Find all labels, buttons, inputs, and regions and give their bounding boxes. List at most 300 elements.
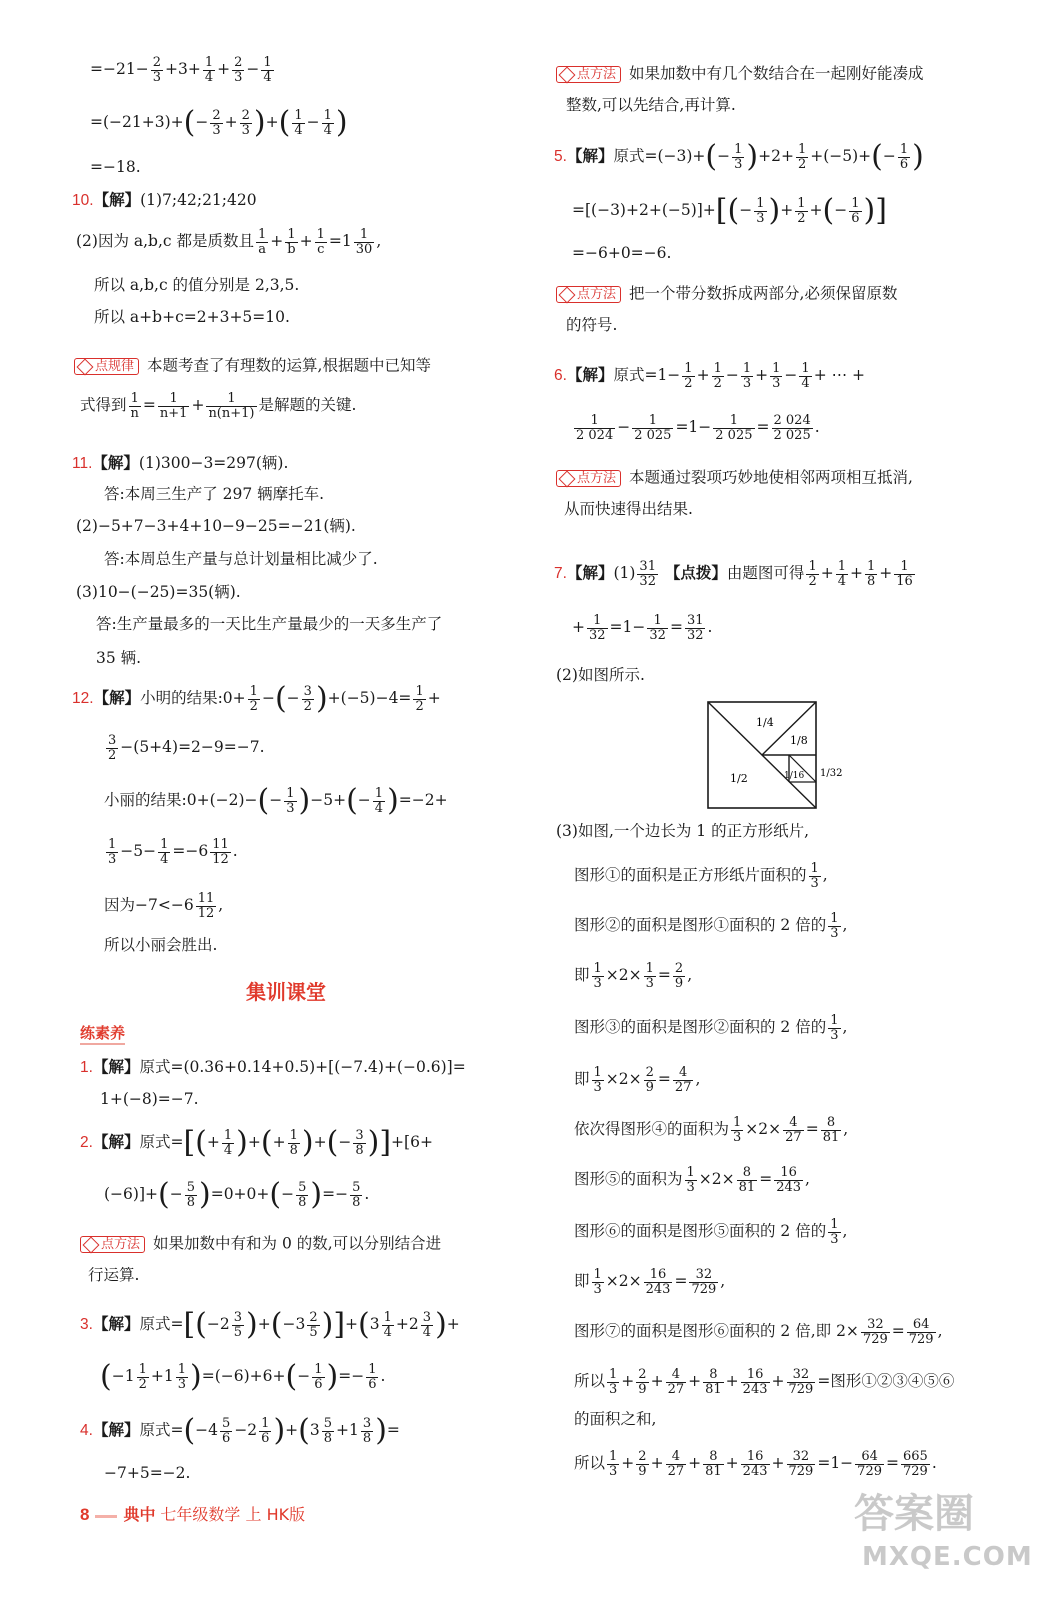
text: =: [756, 418, 770, 437]
text: +: [446, 1315, 460, 1333]
fraction: $\frac{1}{6}$: [899, 141, 909, 172]
q7-part3-intro: (3)如图,一个边长为 1 的正方形纸片,: [556, 822, 810, 840]
diamond-icon: [559, 286, 576, 303]
text: −: [725, 366, 739, 385]
fraction: $\frac{1}{3}$: [286, 785, 295, 816]
text: =(−6)+6+: [201, 1367, 286, 1385]
fraction: $\frac{4}{27}$: [674, 1065, 692, 1095]
hint-tag: 【点拨】: [664, 564, 727, 583]
text: +: [780, 201, 794, 219]
text: +: [621, 1454, 635, 1473]
fraction: $\frac{2}{3}$: [241, 107, 250, 138]
answer-tag: 【解】: [566, 564, 614, 583]
fraction: $\frac{32}{729}$: [788, 1367, 814, 1397]
text: =: [759, 1170, 773, 1189]
q7-row-4: [574, 1014, 847, 1042]
fraction: $\frac{3}{8}$: [362, 1415, 372, 1446]
fraction: $\frac{8}{81}$: [705, 1449, 722, 1479]
fraction: $\frac{2}{5}$: [309, 1309, 318, 1340]
text: +2: [395, 1315, 419, 1333]
q12-line-1: 12.【解】小明的结果:0+ $\frac{1}{2}$ −(− $\frac{3}{2}$ )+(−5)−4= $\frac{1}{2}$ +: [72, 681, 441, 716]
text: =: [674, 1272, 688, 1291]
text: ×2×: [745, 1120, 782, 1139]
text: 因为−7<−6: [104, 896, 194, 915]
fraction: $\frac{1}{4}$: [323, 107, 332, 138]
text: ,: [842, 916, 848, 935]
text: +: [850, 564, 863, 583]
question-number: 4.: [80, 1422, 93, 1439]
fraction: $\frac{1}{2 024}$: [576, 413, 614, 443]
fraction: $\frac{1}{2}$: [797, 141, 807, 172]
tip-badge: 点规律: [74, 358, 139, 375]
fraction: $\frac{8}{81}$: [738, 1165, 756, 1195]
text: =[(−3)+2+(−5)]+: [572, 201, 716, 219]
eq-line-3: =−18.: [90, 158, 141, 176]
text: +: [771, 1454, 785, 1473]
text: 原式=(−3)+: [613, 147, 706, 165]
text: +: [191, 396, 205, 415]
fraction: $\frac{1}{3}$: [772, 361, 781, 391]
tip-method-2: [80, 1236, 441, 1253]
text: +: [224, 113, 238, 131]
q11-line-4: 答:本周总生产量与总计划量相比减少了.: [104, 550, 378, 568]
fraction: $\frac{3}{4}$: [422, 1309, 432, 1340]
tip-badge: 点方法: [556, 470, 621, 487]
q7-row-8: [574, 1218, 847, 1246]
q6-line-2: [572, 414, 820, 442]
answer-tag: 【解】: [566, 147, 614, 165]
text: −: [261, 689, 275, 707]
diamond-icon: [559, 66, 576, 83]
answer-tag: 【解】: [566, 366, 614, 385]
text: −1: [111, 1367, 135, 1385]
answer-tag: 【解】: [92, 1058, 140, 1076]
text: =: [386, 1421, 400, 1439]
text: −5+: [310, 791, 347, 809]
fraction: $\frac{3}{2}$: [303, 683, 312, 714]
tip-method-5-line-2: 从而快速得出结果.: [564, 500, 693, 518]
label-sixteenth: 1/16: [784, 771, 805, 781]
text: .: [931, 1454, 937, 1473]
q7-row-12: 的面积之和,: [574, 1410, 657, 1428]
text: −: [784, 366, 798, 385]
text: 本题考查了有理数的运算,根据题中已知等: [147, 356, 431, 375]
q7-row-10: [574, 1318, 943, 1346]
text: +: [257, 1315, 271, 1333]
diamond-icon: [83, 1236, 100, 1253]
fraction: $\frac{1}{3}$: [593, 961, 602, 991]
text: .: [707, 618, 713, 637]
fraction: $\frac{2}{3}$: [152, 55, 161, 85]
text: ,: [843, 1120, 849, 1139]
text: +: [313, 1133, 327, 1151]
text: 图形⑤的面积为: [574, 1170, 683, 1189]
eq-line-1: [90, 56, 276, 84]
text: =1−: [675, 418, 712, 437]
eq-line-2: =(−21+3)+(− $\frac{2}{3}$ + $\frac{2}{3}$ )+( $\frac{1}{4}$ − $\frac{1}{4}$ ): [90, 105, 348, 140]
q7-line-2: [572, 614, 712, 642]
fraction: $\frac{1}{3}$: [645, 961, 654, 991]
q7-row-6: [574, 1116, 848, 1144]
fraction: $\frac{1}{a}$: [258, 227, 267, 257]
watermark-url: MXQE.COM: [862, 1542, 1033, 1572]
fraction: $\frac{1}{6}$: [314, 1361, 323, 1392]
text: + ⋯ +: [813, 366, 866, 385]
book-title: 七年级数学 上 HK版: [160, 1505, 306, 1524]
text: ×2×: [698, 1170, 735, 1189]
fraction: $\frac{1}{2}$: [684, 361, 693, 391]
q7-row-9: [574, 1268, 725, 1296]
fraction: $\frac{1}{n(n+1)}$: [208, 391, 255, 421]
text: =1: [328, 232, 352, 251]
text: +1: [336, 1421, 359, 1439]
text: +1: [150, 1367, 174, 1385]
text: 原式=: [139, 1315, 184, 1333]
q7-line-3: (2)如图所示.: [556, 666, 645, 684]
text: =−6: [172, 842, 209, 861]
text: =0+0+: [210, 1185, 270, 1203]
text: (2)因为 a,b,c 都是质数且: [76, 232, 255, 251]
text: 图形①的面积是正方形纸片面积的: [574, 866, 807, 885]
fraction: $\frac{4}{27}$: [785, 1115, 802, 1145]
text: +: [755, 366, 769, 385]
text: ,: [695, 1070, 701, 1089]
text: (1)7;42;21;420: [140, 191, 257, 209]
text: ,: [720, 1272, 726, 1291]
q10-line-1: [72, 193, 257, 209]
tip-method-4: [556, 286, 897, 303]
text: −: [617, 418, 631, 437]
fraction: $\frac{1}{2}$: [415, 683, 424, 714]
text: 图形③的面积是图形②面积的 2 倍的: [574, 1018, 827, 1037]
text: +: [725, 1454, 739, 1473]
question-number: 3.: [80, 1316, 93, 1333]
text: −5−: [120, 842, 157, 861]
fraction: $\frac{1}{30}$: [355, 227, 373, 257]
fraction: $\frac{1}{4}$: [263, 55, 272, 85]
text: =−21−: [90, 60, 149, 79]
text: +: [270, 232, 284, 251]
text: 原式=: [139, 1421, 184, 1439]
fraction: $\frac{1}{3}$: [734, 141, 743, 172]
tip-method-3: [556, 66, 924, 83]
watermark-logo: 答案圈: [854, 1491, 974, 1537]
text: +: [725, 1372, 739, 1391]
fraction: $\frac{5}{8}$: [352, 1179, 361, 1210]
fraction: $\frac{1}{4}$: [160, 837, 169, 867]
brand-logo: 典中: [123, 1505, 156, 1524]
fraction: $\frac{16}{243}$: [776, 1165, 802, 1195]
tip-law-line-2: [80, 392, 356, 420]
fraction: $\frac{1}{6}$: [851, 195, 860, 226]
text: +: [427, 689, 441, 707]
text: =: [805, 1120, 819, 1139]
fraction: $\frac{1}{32}$: [589, 613, 606, 643]
text: 3: [309, 1421, 320, 1439]
fraction: $\frac{2}{3}$: [234, 55, 243, 85]
fraction: $\frac{1}{2}$: [808, 559, 817, 589]
fraction: $\frac{1}{3}$: [593, 1065, 602, 1095]
text: +: [345, 1315, 359, 1333]
q12-line-3: 小丽的结果:0+(−2)−(− $\frac{1}{3}$ )−5+(− $\frac{1}{4}$ )=−2+: [104, 783, 448, 818]
text: +: [217, 60, 231, 79]
fraction: $\frac{1}{4}$: [294, 107, 303, 138]
text: +: [621, 1372, 635, 1391]
answer-tag: 【解】: [92, 1315, 140, 1333]
text: ,: [805, 1170, 810, 1189]
e3-line-2: (−1 $\frac{1}{2}$ +1 $\frac{1}{3}$ )=(−6)+6+(− $\frac{1}{6}$ )=− $\frac{1}{6}$ .: [100, 1359, 386, 1394]
answer-tag: 【解】: [92, 1421, 140, 1439]
text: .: [814, 418, 820, 437]
fraction: $\frac{1}{3}$: [609, 1449, 618, 1479]
question-number: 5.: [554, 148, 567, 165]
text: −(5+4)=2−9=−7.: [120, 738, 265, 757]
tip-method-5: [556, 470, 913, 487]
text: 由题图可得: [726, 564, 805, 583]
text: =图形①②③④⑤⑥: [817, 1372, 955, 1391]
fraction: $\frac{1}{8}$: [867, 559, 876, 589]
fraction: $\frac{1}{2}$: [249, 683, 258, 714]
text: ×2×: [605, 1272, 642, 1291]
text: 原式=: [139, 1133, 184, 1151]
text: 图形⑥的面积是图形⑤面积的 2 倍的: [574, 1222, 827, 1241]
q12-line-4: $\frac{1}{3}$ −5− $\frac{1}{4}$ =−6 $\frac{11}{12}$ .: [108, 837, 238, 867]
text: 即: [574, 966, 590, 985]
fraction: $\frac{1}{2 025}$: [634, 413, 672, 443]
fraction: $\frac{16}{243}$: [742, 1449, 768, 1479]
text: =1−: [817, 1454, 854, 1473]
text: 所以: [574, 1372, 606, 1391]
text: +: [688, 1454, 702, 1473]
fraction: $\frac{1}{4}$: [223, 1127, 233, 1158]
fraction: $\frac{1}{3}$: [108, 837, 117, 867]
fraction: $\frac{1}{4}$: [837, 559, 846, 589]
text: −: [246, 60, 260, 79]
subsection-title: 练素养: [80, 1026, 125, 1045]
text: +[6+: [391, 1133, 433, 1151]
text: =: [669, 618, 683, 637]
fraction: $\frac{2}{9}$: [645, 1065, 654, 1095]
text: ,: [218, 896, 224, 915]
text: =−2+: [398, 791, 448, 809]
text: +: [688, 1372, 702, 1391]
q7-row-3: [574, 962, 692, 990]
q11-line-2: 答:本周三生产了 297 辆摩托车.: [104, 485, 325, 503]
text: =: [142, 396, 156, 415]
text: =: [657, 1070, 671, 1089]
fraction: $\frac{1}{3}$: [593, 1267, 602, 1297]
footer-bar: [95, 1515, 117, 1518]
label-eighth: 1/8: [790, 734, 808, 747]
fraction: $\frac{32}{729}$: [788, 1449, 814, 1479]
tip-badge: 点方法: [556, 66, 621, 83]
q11-line-1: [72, 456, 288, 472]
fraction: $\frac{1}{3}$: [177, 1361, 186, 1392]
fraction: $\frac{1}{3}$: [810, 861, 819, 891]
fraction: $\frac{2}{3}$: [212, 107, 221, 138]
q7-row-5: [574, 1066, 700, 1094]
text: 本题通过裂项巧妙地使相邻两项相互抵消,: [629, 468, 913, 487]
e2-line-2: (−6)]+(− $\frac{5}{8}$ )=0+0+(− $\frac{5}{8}$ )=− $\frac{5}{8}$ .: [104, 1177, 370, 1212]
label-thirtysecond: 1/32: [820, 768, 843, 779]
fraction: $\frac{16}{243}$: [645, 1267, 671, 1297]
q6-line-1: [554, 362, 865, 390]
fraction: $\frac{3}{8}$: [355, 1127, 364, 1158]
answer-tag: 【解】: [92, 1133, 140, 1151]
fraction: $\frac{1}{8}$: [289, 1127, 298, 1158]
q11-line-3: (2)−5+7−3+4+10−9−25=−21(辆).: [76, 517, 356, 535]
fraction: $\frac{1}{3}$: [742, 361, 752, 391]
fraction: $\frac{16}{243}$: [742, 1367, 768, 1397]
fraction: $\frac{4}{27}$: [667, 1367, 685, 1397]
fraction: $\frac{4}{27}$: [667, 1449, 685, 1479]
fraction: $\frac{1}{4}$: [374, 785, 384, 816]
fraction: $\frac{1}{2}$: [797, 195, 806, 226]
question-number: 12.: [72, 690, 94, 707]
text: =−: [322, 1185, 349, 1203]
text: 依次得图形④的面积为: [574, 1120, 730, 1139]
tip-badge: 点方法: [80, 1236, 145, 1253]
text: (−6)]+: [104, 1185, 158, 1203]
fraction: $\frac{64}{729}$: [857, 1449, 882, 1479]
text: +(−5)+: [810, 147, 872, 165]
fraction: $\frac{3}{2}$: [108, 733, 117, 763]
fraction: $\frac{1}{16}$: [896, 559, 913, 589]
text: =(−21+3)+: [90, 113, 184, 131]
fraction: $\frac{1}{6}$: [368, 1361, 377, 1392]
q5-line-2: =[(−3)+2+(−5)]+[(− $\frac{1}{3}$ )+ $\frac{1}{2}$ +(− $\frac{1}{6}$ )]: [572, 193, 887, 228]
fraction: $\frac{1}{3}$: [609, 1367, 618, 1397]
text: +2+: [758, 147, 794, 165]
text: 图形②的面积是图形①面积的 2 倍的: [574, 916, 827, 935]
text: 是解题的关键.: [258, 396, 357, 415]
text: =−: [338, 1367, 365, 1385]
text: +3+: [164, 60, 201, 79]
text: +: [809, 201, 823, 219]
diamond-icon: [77, 358, 94, 375]
text: +: [771, 1372, 785, 1391]
text: =: [886, 1454, 899, 1473]
answer-tag: 【解】: [93, 191, 141, 209]
tip-law: [74, 358, 431, 375]
text: 图形⑦的面积是图形⑥面积的 2 倍,即 2×: [574, 1322, 859, 1341]
fraction: $\frac{1}{2}$: [138, 1361, 147, 1392]
tip-method-2-line-2: 行运算.: [88, 1266, 140, 1284]
answer-tag: 【解】: [92, 454, 139, 472]
fraction: $\frac{5}{8}$: [298, 1179, 307, 1210]
text: ×2×: [605, 966, 642, 985]
q12-line-6: 所以小丽会胜出.: [104, 936, 218, 954]
q11-line-6: 答:生产量最多的一天比生产量最少的一天多生产了: [96, 615, 443, 633]
page-number: 8: [80, 1505, 90, 1524]
text: 如果加数中有和为 0 的数,可以分别结合进: [153, 1234, 442, 1253]
q11-line-7: 35 辆.: [96, 649, 142, 667]
fraction: $\frac{1}{2 025}$: [715, 413, 753, 443]
text: =1−: [609, 618, 646, 637]
fraction: $\frac{31}{32}$: [639, 559, 656, 589]
text: +: [247, 1133, 261, 1151]
question-number: 10.: [72, 192, 94, 209]
text: 即: [574, 1272, 590, 1291]
e1-line-1: [80, 1060, 466, 1076]
q7-row-1: [574, 862, 828, 890]
text: (1)300−3=297(辆).: [138, 454, 289, 472]
label-half: 1/2: [730, 772, 748, 785]
tip-method-3-line-2: 整数,可以先结合,再计算.: [566, 96, 736, 114]
square-division-figure: [690, 690, 850, 812]
fraction: $\frac{1}{n+1}$: [159, 391, 188, 421]
text: +: [650, 1372, 664, 1391]
text: ×2×: [605, 1070, 642, 1089]
question-number: 11.: [72, 455, 93, 472]
fraction: $\frac{31}{32}$: [686, 613, 704, 643]
text: ,: [822, 866, 828, 885]
question-number: 6.: [554, 367, 567, 385]
fraction: $\frac{5}{8}$: [186, 1179, 195, 1210]
fraction: $\frac{32}{729}$: [862, 1317, 888, 1347]
text: 式得到: [80, 396, 127, 415]
fraction: $\frac{2}{9}$: [638, 1449, 647, 1479]
text: ,: [842, 1222, 848, 1241]
fraction: $\frac{1}{32}$: [649, 613, 666, 643]
text: 原式=(0.36+0.14+0.5)+[(−7.4)+(−0.6)]=: [139, 1058, 466, 1076]
fraction: $\frac{2}{9}$: [674, 961, 684, 991]
page-footer: [80, 1506, 305, 1524]
q7-line-1: [554, 560, 917, 588]
q7-row-2: [574, 912, 847, 940]
text: −2: [234, 1421, 258, 1439]
fraction: $\frac{3}{5}$: [233, 1309, 243, 1340]
question-number: 7.: [554, 565, 567, 583]
fraction: $\frac{1}{n}$: [130, 391, 139, 421]
text: +: [879, 564, 893, 583]
fraction: $\frac{2 024}{2 025}$: [773, 413, 811, 443]
q7-row-11: [574, 1368, 954, 1396]
text: +: [650, 1454, 664, 1473]
text: (1): [613, 564, 636, 583]
q7-row-7: [574, 1166, 810, 1194]
e1-line-2: 1+(−8)=−7.: [100, 1090, 199, 1108]
text: −4: [195, 1421, 219, 1439]
question-number: 2.: [80, 1134, 93, 1151]
text: =: [657, 966, 671, 985]
fraction: $\frac{1}{4}$: [383, 1309, 392, 1340]
text: ,: [687, 966, 693, 985]
text: 即: [574, 1070, 590, 1089]
fraction: $\frac{1}{4}$: [801, 361, 810, 391]
e2-line-1: 2.【解】原式=[(+ $\frac{1}{4}$ )+(+ $\frac{1}{8}$ )+(− $\frac{3}{8}$ )]+[6+: [80, 1125, 433, 1160]
section-title: 集训课堂: [246, 980, 326, 1004]
q7-row-13: [574, 1450, 937, 1478]
text: +: [820, 564, 834, 583]
q5-line-3: =−6+0=−6.: [572, 244, 672, 262]
fraction: $\frac{11}{12}$: [197, 891, 215, 921]
text: ,: [937, 1322, 943, 1341]
label-quarter: 1/4: [756, 716, 774, 729]
q10-line-2: (2)因为 a,b,c 都是质数且 $\frac{1}{a}$ + $\frac{1}{b}$ + $\frac{1}{c}$ =1 $\frac{1}{30}$ ,: [76, 227, 382, 257]
fraction: $\frac{1}{3}$: [756, 195, 765, 226]
fraction: $\frac{1}{b}$: [287, 227, 296, 257]
q10-line-4: 所以 a+b+c=2+3+5=10.: [94, 308, 290, 326]
fraction: $\frac{1}{4}$: [204, 55, 214, 85]
q10-line-3: 所以 a,b,c 的值分别是 2,3,5.: [94, 276, 300, 294]
fraction: $\frac{1}{2}$: [713, 361, 722, 391]
e4-line-2: −7+5=−2.: [104, 1464, 191, 1482]
fraction: $\frac{5}{6}$: [222, 1415, 231, 1446]
tip-method-4-line-2: 的符号.: [566, 316, 618, 334]
fraction: $\frac{32}{729}$: [691, 1267, 717, 1297]
fraction: $\frac{8}{81}$: [822, 1115, 840, 1145]
